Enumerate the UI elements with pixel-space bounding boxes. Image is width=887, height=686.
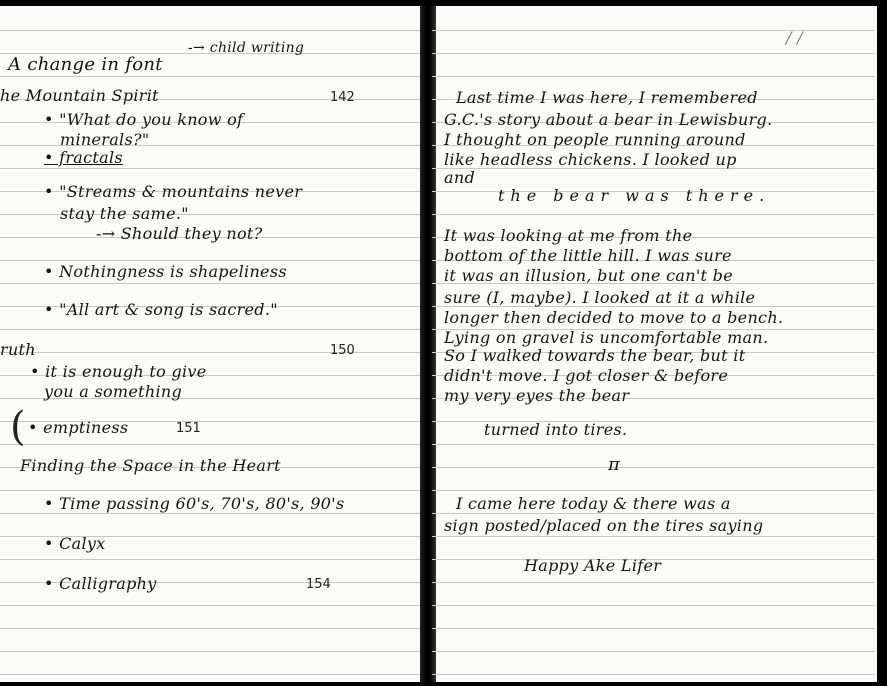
journal-line: sign posted/placed on the tires saying xyxy=(444,516,764,535)
note-line: • Nothingness is shapeliness xyxy=(44,262,287,281)
note-line: • "What do you know of xyxy=(44,110,244,129)
page-number: 150 xyxy=(330,343,355,358)
right-page xyxy=(432,0,875,686)
note-line: • fractals xyxy=(44,148,123,167)
journal-line: sure (I, maybe). I looked at it a while xyxy=(444,288,756,307)
journal-line: Last time I was here, I remembered xyxy=(456,88,758,107)
note-line: • Time passing 60's, 70's, 80's, 90's xyxy=(44,494,345,513)
journal-line: Lying on gravel is uncomfortable man. xyxy=(444,328,769,347)
note-line: you a something xyxy=(44,382,183,401)
journal-line: I thought on people running around xyxy=(444,130,746,149)
journal-line: Happy Ake Lifer xyxy=(524,556,662,575)
entry-title: he Mountain Spirit xyxy=(0,86,159,105)
note-line: • "Streams & mountains never xyxy=(44,182,303,201)
page-number: 151 xyxy=(176,421,201,436)
journal-line: it was an illusion, but one can't be xyxy=(444,266,733,285)
note-line: • Calligraphy xyxy=(44,574,157,593)
page-edge-right xyxy=(877,0,887,686)
note-line: -→ Should they not? xyxy=(96,224,263,243)
left-heading: A change in font xyxy=(8,54,163,75)
page-number: 142 xyxy=(330,90,355,105)
journal-line: turned into tires. xyxy=(484,420,628,439)
journal-line: and xyxy=(444,168,475,187)
journal-line: didn't move. I got closer & before xyxy=(444,366,729,385)
note-line: minerals?" xyxy=(60,130,150,149)
note-line: • it is enough to give xyxy=(30,362,207,381)
journal-line: longer then decided to move to a bench. xyxy=(444,308,784,327)
note-line: • "All art & song is sacred." xyxy=(44,300,278,319)
journal-line: It was looking at me from the xyxy=(444,226,693,245)
bracket-mark: ( xyxy=(10,404,26,450)
journal-line: the bear was there. xyxy=(498,186,771,205)
journal-line: I came here today & there was a xyxy=(456,494,731,513)
pi-symbol: π xyxy=(608,454,621,475)
page-edge-top xyxy=(0,0,887,6)
journal-line: like headless chickens. I looked up xyxy=(444,150,737,169)
page-number: 154 xyxy=(306,577,331,592)
heading-note: -→ child writing xyxy=(188,40,305,56)
journal-line: So I walked towards the bear, but it xyxy=(444,346,746,365)
note-line: • emptiness xyxy=(28,418,129,437)
entry-title: Finding the Space in the Heart xyxy=(20,456,281,475)
page-edge-bottom xyxy=(0,682,887,686)
entry-title: ruth xyxy=(0,340,36,359)
top-marks: / / xyxy=(786,28,803,47)
journal-line: G.C.'s story about a bear in Lewisburg. xyxy=(444,110,773,129)
journal-line: bottom of the little hill. I was sure xyxy=(444,246,732,265)
left-page xyxy=(0,0,425,686)
note-line: stay the same." xyxy=(60,204,189,223)
journal-line: my very eyes the bear xyxy=(444,386,630,405)
note-line: • Calyx xyxy=(44,534,106,553)
